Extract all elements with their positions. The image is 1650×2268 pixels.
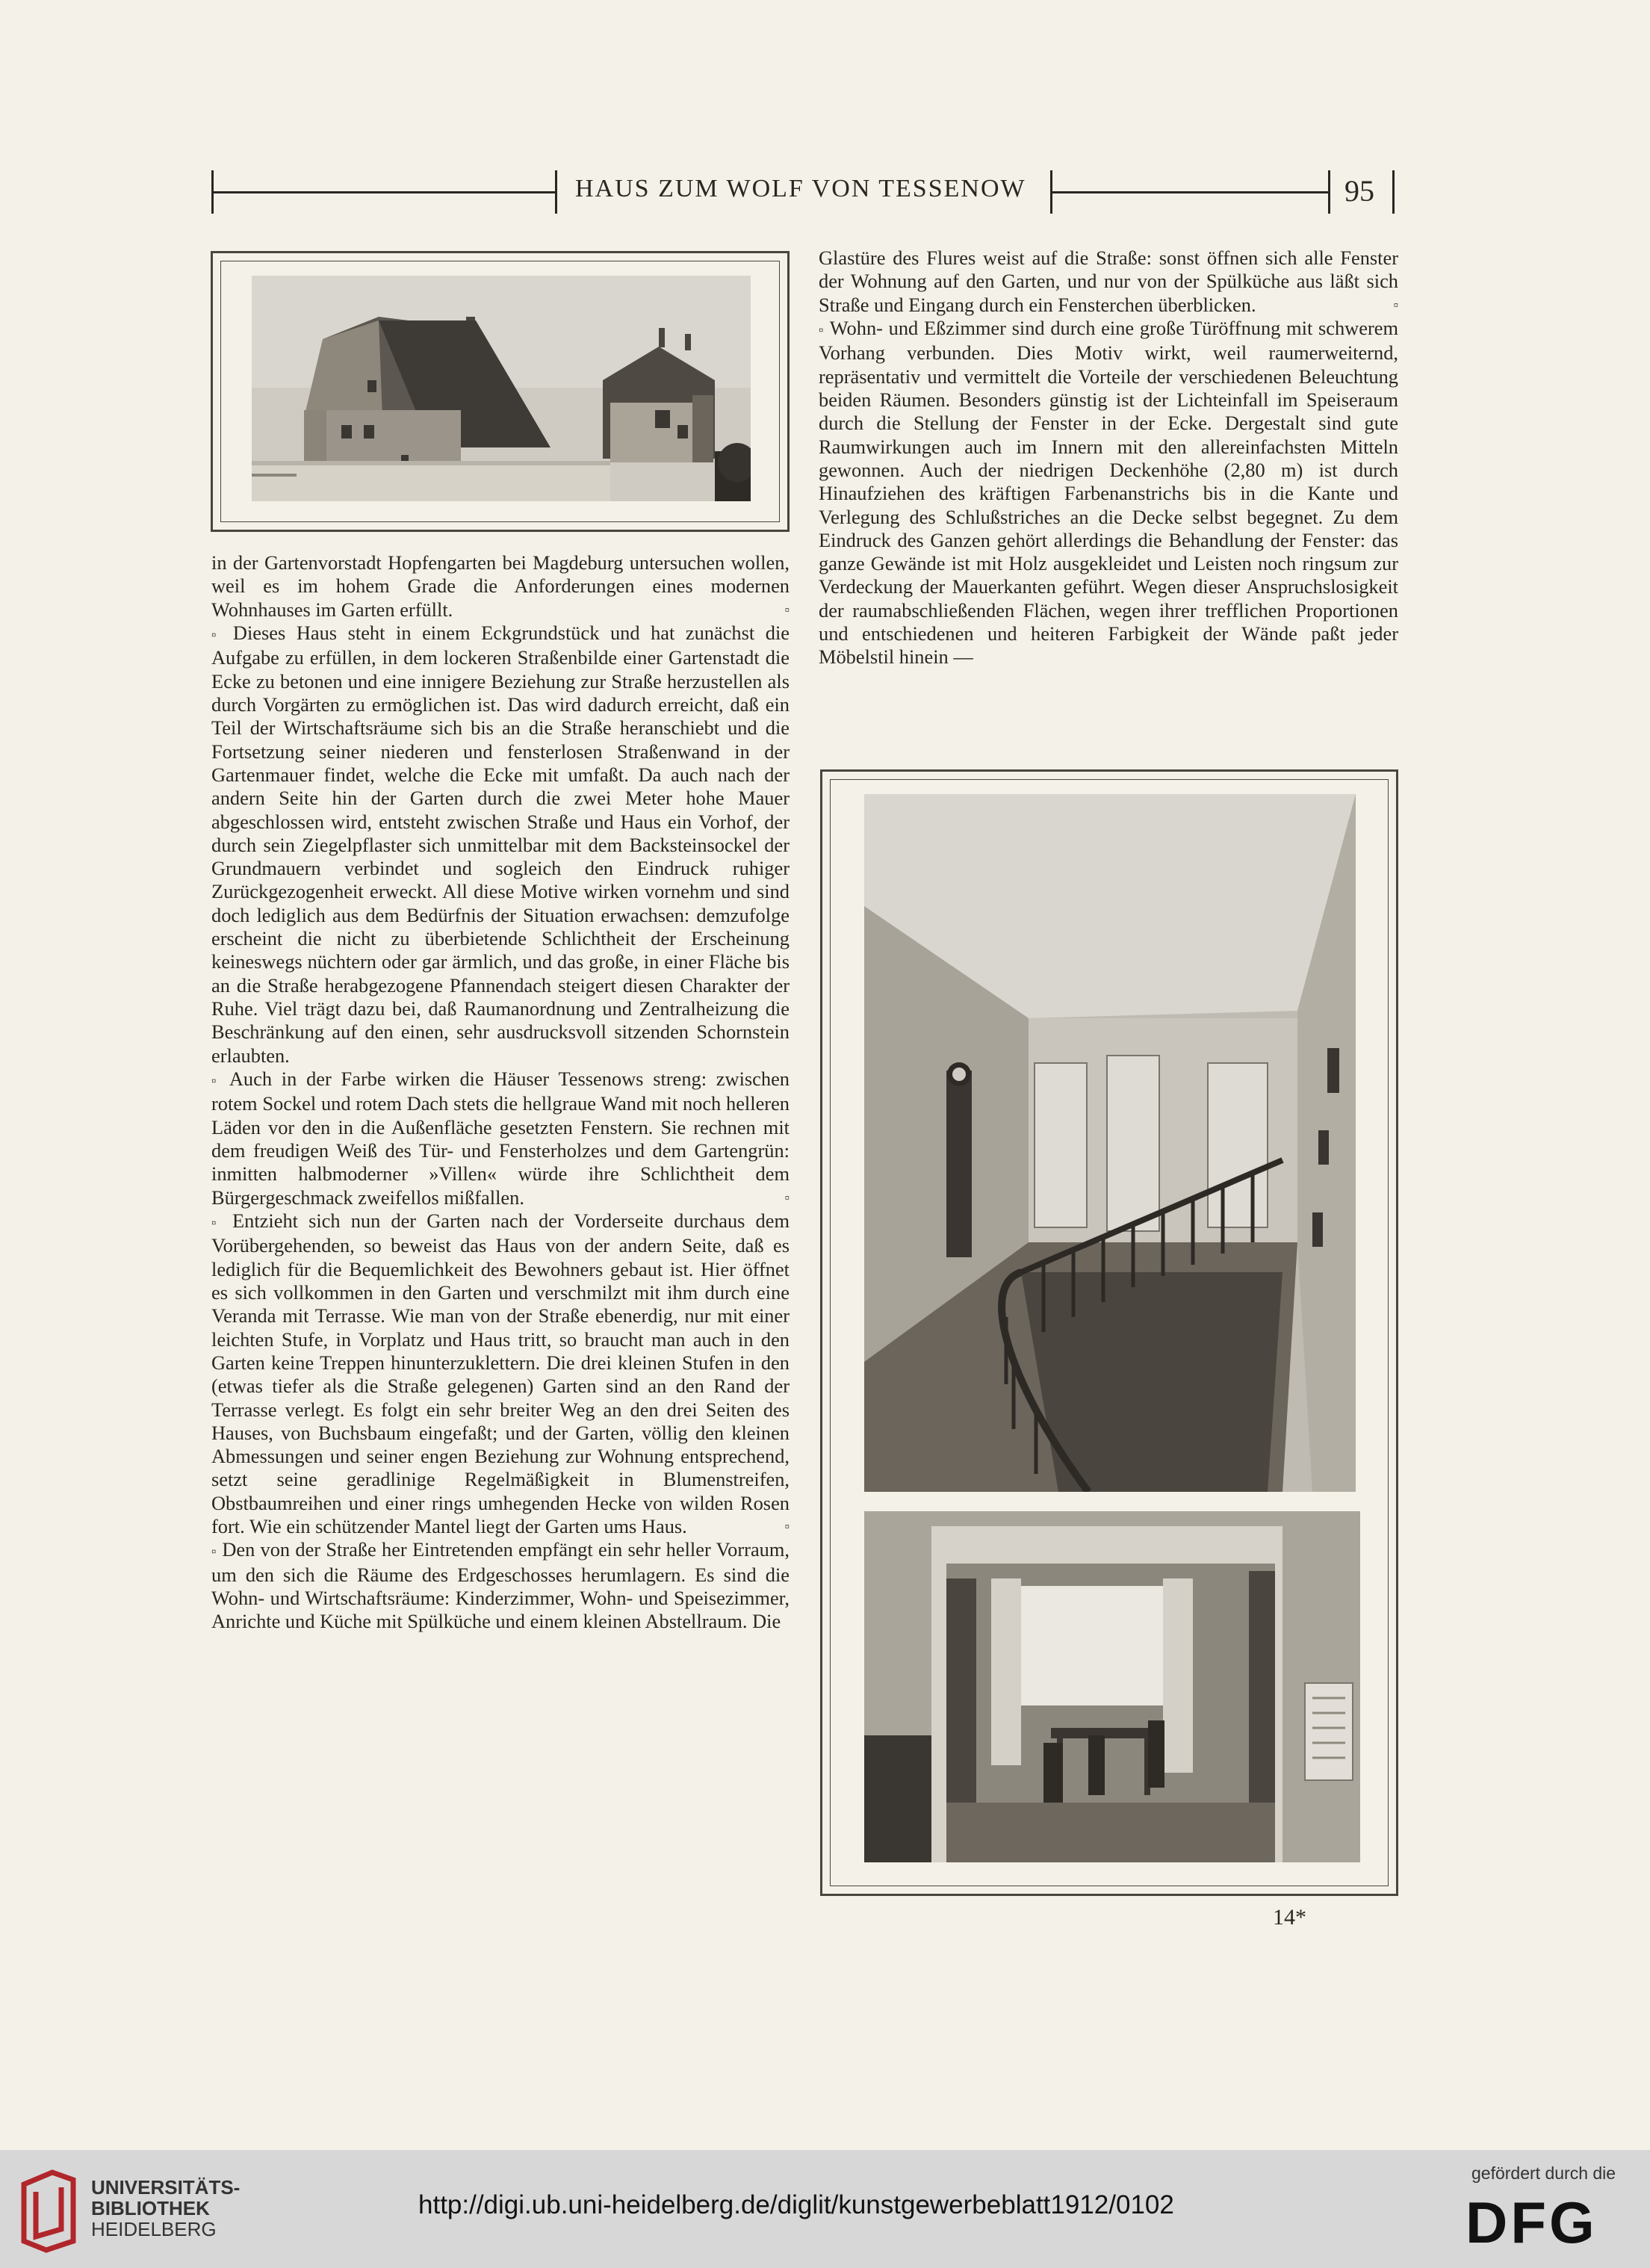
section-mark: ▫ <box>211 1215 222 1230</box>
running-title: HAUS ZUM WOLF VON TESSENOW <box>575 175 1026 202</box>
header-bar-left <box>211 170 214 214</box>
left-paragraph-4-text: Entzieht sich nun der Garten nach der Vorderseite durchaus dem Vorübergehenden, so beweist das Haus von der andern Seite, daß es lediglich für die Bequemlichkeit des Bewohners gebaut ist. Hier öffnet es sich vollkommen in den Garten und verschmilzt mit ihm durch eine Veranda mit Terrasse. Wie man von der Straße ebenerdig, nur mit einer leichten Stufe, in Vorplatz und Haus tritt, so braucht man auch in den Garten keine Treppen hinunterzuklettern. Die drei kleinen Stufen in den (etwas tiefer als die Straße gelegenen) Garten sind an den Rand der Terrasse verlegt. Es folgt ein sehr breiter Weg an den drei Seiten des Hauses, von Buchsbaum eingefaßt; und der Garten, völlig den kleinen Abmessungen und seiner engen Beziehung zur Wohnung entsprechend, setzt seine geradlinige Regelmäßigkeit in Blumenstreifen, Obstbaumreihen und einer rings umhegenden Hecke von wilden Rosen fort. Wie ein schützender Mantel liegt der Garten ums Haus. <box>211 1209 790 1538</box>
left-paragraph-1 <box>211 551 790 622</box>
section-mark: ▫ <box>211 1073 221 1088</box>
library-name-line-3: HEIDELBERG <box>91 2218 217 2240</box>
section-mark: ▫ <box>1393 297 1398 312</box>
right-paragraph-2-text: Wohn- und Eßzimmer sind durch eine große Türöffnung mit schwerem Vorhang verbunden. Dies Motiv wirkt, weil raumerweiternd, repräsentativ und vermittelt die Vorteile der verschiedenen Beleuchtung beiden Räumen. Besonders günstig ist der Lichteinfall im Speiseraum durch die Stellung der Fenster in der Ecke. Dergestalt sind gute Raumwirkungen auch im Innern mit den allereinfachsten Mitteln gewonnen. Auch der niedrigen Deckenhöhe (2,80 m) ist durch Hinaufziehen des kräftigen Farbenanstrichs bis in die Kante und Verlegung des Schlußstriches an die Decke selbst begegnet. Zu dem Eindruck des Ganzen gehört allerdings die Behandlung der Fenster: das ganze Gewände ist mit Holz ausgekleidet und Leisten noch ringsum zur Verdeckung der Mauerkanten geführt. Wegen dieser Anspruchslosigkeit der raumabschließenden Flächen, wegen ihrer trefflichen Proportionen und entschiedenen und heiteren Farbigkeit der Wände paßt jeder Möbelstil hinein — <box>819 316 1398 669</box>
right-paragraph-1 <box>819 247 1398 317</box>
library-name-line-2: BIBLIOTHEK <box>91 2197 210 2219</box>
library-logo-icon <box>16 2169 79 2253</box>
digitization-footer <box>0 2150 1650 2268</box>
left-paragraph-3-text: Auch in der Farbe wirken die Häuser Tessenows streng: zwischen rotem Sockel und rotem Dach stets die hellgraue Wand mit noch helleren Läden vor den in die Außenfläche gesetzten Fenstern. Sie rechnen mit dem freudigen Weiß des Tür- und Fensterholzes und dem Gartengrün: inmitten halbmoderner »Villen« würde ihre Schlichtheit dem Bürgergeschmack zweifellos mißfallen. <box>211 1067 790 1209</box>
header-rule-right <box>1050 191 1328 193</box>
header-bar-right <box>1392 170 1395 214</box>
figure-interiors-frame <box>820 769 1398 1896</box>
permalink-url[interactable]: http://digi.ub.uni-heidelberg.de/diglit/kunstgewerbeblatt1912/0102 <box>418 2190 1174 2219</box>
hallway-staircase-illustration <box>864 794 1356 1492</box>
left-paragraph-2-text: Dieses Haus steht in einem Eckgrundstück und hat zunächst die Aufgabe zu erfüllen, in dem lockeren Straßenbilde einer Gartenstadt die Ecke zu betonen und eine innigere Beziehung zur Straße herzustellen als durch Vorgärten zu ermöglichen ist. Das wird dadurch erreicht, daß ein Teil der Wirtschaftsräume sich bis an die Straße heranschiebt und die Fortsetzung seiner niederen und fensterlosen Straßenwand in der Gartenmauer findet, welche die Ecke mit umfaßt. Da auch nach der andern Seite hin der Garten durch die zwei Meter hohe Mauer abgeschlossen wird, entsteht zwischen Straße und Haus ein Vorhof, der durch sein Ziegelpflaster sich unmittelbar mit dem Backsteinsockel der Grundmauern verbindet und sogleich den Eindruck ruhiger Zurückgezogenheit erweckt. All diese Motive wirken vornehm und sind doch lediglich aus dem Bedürfnis der Situation erwachsen: demzufolge erscheint die nicht zu überbietende Schlichtheit der Erscheinung keineswegs nüchtern oder gar ärmlich, und das große, in einer Fläche bis an die Straße herabgezogene Pfannendach steigert diesen Charakter der Ruhe. Viel trägt dazu bei, daß Raumanordnung und Zentralheizung die Beschränkung auf den einen, sehr ausdrucksvoll sitzenden Schornstein erlaubten. <box>211 621 790 1067</box>
library-name-line-1: UNIVERSITÄTS- <box>91 2176 241 2199</box>
dfg-logo: DFG <box>1466 2190 1598 2255</box>
section-mark: ▫ <box>784 1519 790 1534</box>
left-paragraph-2 <box>211 622 790 1068</box>
left-text-column <box>211 551 790 1896</box>
left-paragraph-5-text: Den von der Straße her Eintretenden empfängt ein sehr heller Vorraum, um den sich die Räume des Erdgeschosses herumlagern. Es sind die Wohn- und Wirtschaftsräume: Kinderzimmer, Wohn- und Speisezimmer, Anrichte und Küche mit Spülküche und einem kleinen Abstellraum. Die <box>211 1538 790 1633</box>
figure-hallway-photo <box>864 794 1356 1492</box>
section-mark: ▫ <box>211 1543 217 1559</box>
right-paragraph-2 <box>819 317 1398 669</box>
dining-room-illustration <box>864 1511 1360 1862</box>
section-mark: ▫ <box>784 1189 790 1205</box>
signature-mark: 14* <box>1273 1905 1306 1930</box>
left-paragraph-1-text: in der Gartenvorstadt Hopfengarten bei Magdeburg untersuchen wollen, weil es im hohem Grade die Anforderungen eines modernen Wohnhauses im Garten erfüllt. <box>211 551 790 621</box>
left-paragraph-5 <box>211 1538 790 1633</box>
figure-exterior-photo <box>252 276 751 501</box>
exterior-house-illustration <box>252 276 751 501</box>
right-text-column <box>819 247 1398 762</box>
section-mark: ▫ <box>784 601 790 617</box>
figure-dining-photo <box>864 1511 1360 1862</box>
funded-by-label: gefördert durch die <box>1471 2163 1616 2183</box>
library-name <box>91 2177 240 2240</box>
header-bar-mid-left <box>555 170 557 214</box>
right-paragraph-1-text: Glastüre des Flures weist auf die Straße: sonst öffnen sich alle Fenster der Wohnung auf den Garten, und nur von der Spülküche aus läßt sich Straße und Eingang durch ein Fensterchen überblicken. <box>819 247 1398 316</box>
left-paragraph-3 <box>211 1068 790 1209</box>
header-rule-left <box>211 191 555 193</box>
section-mark: ▫ <box>819 322 825 338</box>
figure-exterior-frame <box>211 251 790 532</box>
left-paragraph-4 <box>211 1209 790 1538</box>
page-number: 95 <box>1344 174 1374 208</box>
section-mark: ▫ <box>211 627 223 642</box>
header-bar-page <box>1328 170 1330 214</box>
